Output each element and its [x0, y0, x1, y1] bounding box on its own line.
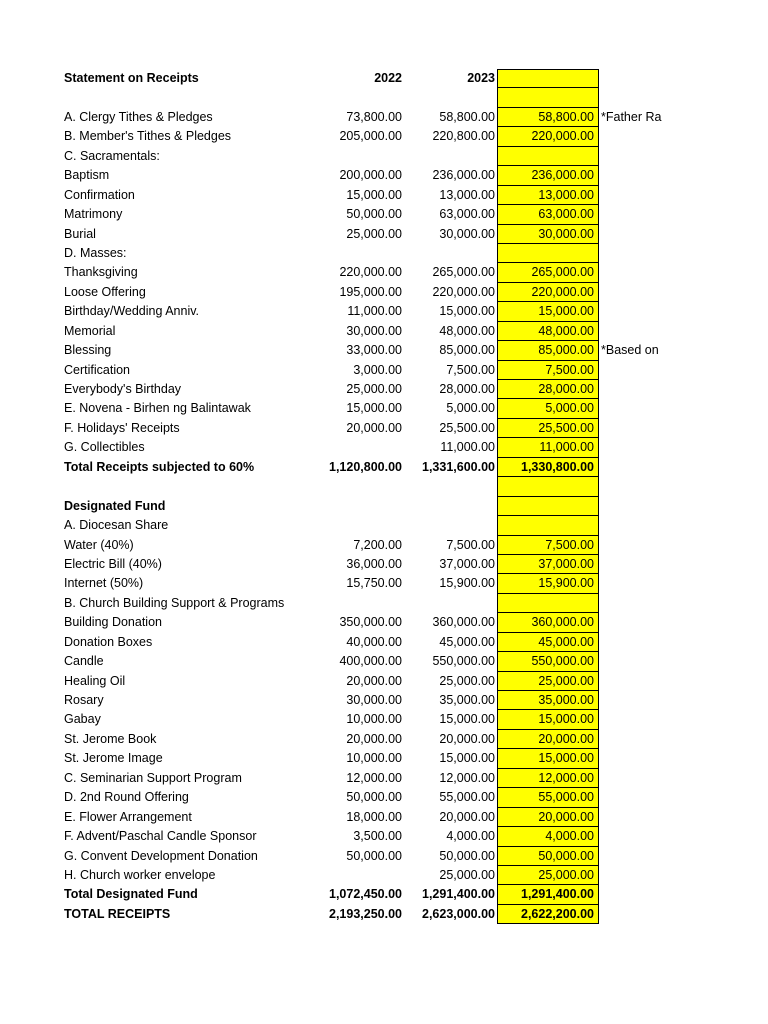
value-2023: 1,291,400.00 [422, 887, 495, 902]
row-label: Loose Offering [64, 284, 146, 299]
value-2023: 20,000.00 [439, 809, 495, 824]
row-label: E. Flower Arrangement [64, 809, 192, 824]
value-2023: 37,000.00 [439, 556, 495, 571]
value-2022: 33,000.00 [346, 343, 402, 358]
table-row [0, 497, 768, 516]
value-2022: 2,193,250.00 [329, 906, 402, 921]
row-label: Birthday/Wedding Anniv. [64, 304, 200, 319]
value-2023: 7,500.00 [446, 537, 495, 552]
value-2022: 15,000.00 [346, 187, 402, 202]
row-label: Donation Boxes [64, 634, 153, 649]
table-row [0, 555, 768, 574]
table-row [0, 710, 768, 729]
row-label: H. Church worker envelope [64, 867, 216, 882]
value-2022: 11,000.00 [347, 304, 402, 319]
projected-value: 63,000.00 [538, 207, 594, 222]
table-row [0, 516, 768, 535]
table-row [0, 847, 768, 866]
projected-value: 50,000.00 [538, 848, 594, 863]
highlighted-cell[interactable] [497, 244, 599, 263]
table-row [0, 788, 768, 807]
projected-value: 360,000.00 [531, 615, 594, 630]
projected-value: 1,330,800.00 [521, 459, 594, 474]
value-2022: 3,500.00 [353, 829, 402, 844]
table-row [0, 574, 768, 593]
projected-value: 25,000.00 [538, 867, 594, 882]
table-row [0, 380, 768, 399]
row-label: Designated Fund [64, 498, 166, 513]
projected-value: 28,000.00 [538, 382, 594, 396]
value-2022: 205,000.00 [339, 129, 402, 144]
table-row [0, 536, 768, 555]
row-label: Internet (50%) [64, 576, 144, 591]
highlighted-cell[interactable] [497, 477, 599, 496]
value-2022: 15,750.00 [346, 576, 402, 591]
value-2023: 25,000.00 [439, 867, 495, 882]
row-label: G. Collectibles [64, 440, 145, 455]
highlighted-cell[interactable] [497, 88, 599, 107]
table-row [0, 769, 768, 788]
column-header-2022: 2022 [374, 71, 402, 85]
rows-container [0, 88, 768, 924]
value-2023: 360,000.00 [432, 615, 495, 630]
value-2023: 30,000.00 [439, 226, 495, 241]
projected-value: 30,000.00 [538, 226, 594, 241]
value-2022: 36,000.00 [346, 556, 402, 571]
value-2023: 85,000.00 [439, 343, 495, 358]
highlighted-cell[interactable] [497, 788, 599, 807]
projected-value: 265,000.00 [531, 265, 594, 280]
table-row [0, 108, 768, 127]
row-note: *Father Ra [601, 109, 662, 124]
row-label: C. Seminarian Support Program [64, 770, 242, 785]
value-2023: 15,900.00 [439, 576, 495, 591]
value-2022: 1,072,450.00 [329, 887, 402, 902]
row-label: Certification [64, 362, 130, 377]
highlighted-cell[interactable] [497, 808, 599, 827]
value-2022: 50,000.00 [346, 207, 402, 222]
row-label: Candle [64, 654, 104, 669]
projected-value: 20,000.00 [538, 731, 594, 746]
spreadsheet [0, 69, 768, 924]
value-2023: 11,000.00 [440, 440, 495, 455]
highlighted-cell[interactable] [497, 225, 599, 244]
projected-value: 236,000.00 [531, 168, 594, 183]
projected-value: 12,000.00 [538, 770, 594, 785]
row-label: F. Holidays' Receipts [64, 420, 180, 435]
table-row [0, 263, 768, 282]
value-2023: 1,331,600.00 [422, 459, 495, 474]
highlighted-cell[interactable] [497, 419, 599, 438]
value-2023: 220,000.00 [432, 284, 495, 299]
value-2022: 12,000.00 [346, 770, 402, 785]
value-2022: 3,000.00 [353, 362, 402, 377]
row-label: TOTAL RECEIPTS [64, 906, 171, 921]
table-row [0, 633, 768, 652]
table-row [0, 477, 768, 496]
table-row [0, 225, 768, 244]
highlighted-cell[interactable] [497, 283, 599, 302]
highlighted-cell[interactable] [497, 555, 599, 574]
table-row [0, 808, 768, 827]
highlighted-cell[interactable] [497, 885, 599, 904]
row-label: Confirmation [64, 187, 135, 202]
value-2022: 400,000.00 [339, 654, 402, 669]
projected-value: 7,500.00 [545, 537, 594, 552]
table-row [0, 205, 768, 224]
highlighted-cell[interactable] [497, 205, 599, 224]
table-row [0, 827, 768, 846]
value-2022: 20,000.00 [346, 673, 402, 688]
value-2022: 18,000.00 [346, 809, 402, 824]
highlighted-cell[interactable] [497, 516, 599, 535]
projected-value: 1,291,400.00 [521, 887, 594, 902]
highlighted-cell[interactable] [497, 613, 599, 632]
table-row [0, 613, 768, 632]
row-label: F. Advent/Paschal Candle Sponsor [64, 829, 257, 844]
table-row [0, 419, 768, 438]
value-2023: 50,000.00 [439, 848, 495, 863]
value-2023: 28,000.00 [439, 382, 495, 396]
value-2022: 25,000.00 [346, 382, 402, 396]
row-label: Total Receipts subjected to 60% [64, 459, 255, 474]
value-2023: 13,000.00 [439, 187, 495, 202]
table-row [0, 186, 768, 205]
value-2022: 20,000.00 [346, 420, 402, 435]
value-2023: 63,000.00 [439, 207, 495, 222]
table-row [0, 672, 768, 691]
table-row [0, 88, 768, 107]
row-label: A. Diocesan Share [64, 518, 169, 533]
value-2022: 350,000.00 [339, 615, 402, 630]
highlighted-cell[interactable] [497, 652, 599, 671]
row-note: *Based on [601, 343, 659, 358]
value-2023: 15,000.00 [439, 304, 495, 319]
row-label: Blessing [64, 343, 112, 358]
projected-value: 11,000.00 [539, 440, 594, 455]
highlighted-cell[interactable] [497, 827, 599, 846]
header-row [0, 69, 768, 88]
highlighted-cell[interactable] [497, 341, 599, 360]
table-row [0, 730, 768, 749]
value-2022: 7,200.00 [353, 537, 402, 552]
row-label: B. Church Building Support & Programs [64, 595, 285, 610]
value-2022: 73,800.00 [346, 109, 402, 124]
table-row [0, 652, 768, 671]
row-label: B. Member's Tithes & Pledges [64, 129, 232, 144]
table-row [0, 866, 768, 885]
value-2022: 25,000.00 [346, 226, 402, 241]
highlighted-cell[interactable] [497, 691, 599, 710]
table-row [0, 749, 768, 768]
projected-value: 15,000.00 [538, 304, 594, 319]
value-2022: 30,000.00 [346, 323, 402, 338]
projected-value: 35,000.00 [538, 693, 594, 707]
table-row [0, 244, 768, 263]
highlighted-cell[interactable] [497, 749, 599, 768]
highlighted-cell[interactable] [497, 574, 599, 593]
highlighted-cell[interactable] [497, 302, 599, 321]
row-label: Matrimony [64, 207, 123, 222]
row-label: C. Sacramentals: [64, 148, 160, 163]
highlighted-cell[interactable] [497, 399, 599, 418]
table-row [0, 691, 768, 710]
value-2022: 10,000.00 [346, 712, 402, 727]
highlighted-cell[interactable] [497, 905, 599, 924]
value-2022: 30,000.00 [346, 693, 402, 707]
row-label: E. Novena - Birhen ng Balintawak [64, 401, 251, 416]
row-label: Baptism [64, 168, 110, 183]
table-row [0, 341, 768, 360]
table-row [0, 147, 768, 166]
projected-value: 7,500.00 [545, 362, 594, 377]
row-label: Everybody's Birthday [64, 382, 182, 396]
table-row [0, 594, 768, 613]
value-2022: 50,000.00 [346, 790, 402, 805]
value-2023: 58,800.00 [439, 109, 495, 124]
highlighted-cell[interactable] [497, 380, 599, 399]
projected-value: 13,000.00 [538, 187, 594, 202]
statement-title: Statement on Receipts [64, 71, 199, 85]
value-2022: 20,000.00 [346, 731, 402, 746]
projected-value: 25,000.00 [538, 673, 594, 688]
table-row [0, 458, 768, 477]
value-2023: 55,000.00 [439, 790, 495, 805]
highlighted-cell[interactable] [497, 186, 599, 205]
highlighted-cell[interactable] [497, 166, 599, 185]
projected-value: 45,000.00 [538, 634, 594, 649]
highlighted-cell[interactable] [497, 847, 599, 866]
value-2023: 48,000.00 [439, 323, 495, 338]
row-label: Memorial [64, 323, 116, 338]
highlighted-cell[interactable] [497, 147, 599, 166]
highlighted-cell[interactable] [497, 730, 599, 749]
projected-value: 85,000.00 [538, 343, 594, 358]
row-label: Burial [64, 226, 96, 241]
value-2022: 1,120,800.00 [329, 459, 402, 474]
row-label: Rosary [64, 693, 104, 707]
highlighted-cell[interactable] [497, 127, 599, 146]
table-row [0, 885, 768, 904]
projected-value: 48,000.00 [538, 323, 594, 338]
column-header-2023: 2023 [467, 71, 495, 85]
highlighted-cell[interactable] [497, 710, 599, 729]
row-label: Building Donation [64, 615, 162, 630]
table-row [0, 399, 768, 418]
table-row [0, 322, 768, 341]
highlighted-cell[interactable] [497, 108, 599, 127]
highlighted-cell[interactable] [497, 536, 599, 555]
value-2022: 15,000.00 [346, 401, 402, 416]
projected-value: 20,000.00 [538, 809, 594, 824]
value-2022: 200,000.00 [339, 168, 402, 183]
value-2022: 10,000.00 [346, 751, 402, 766]
highlighted-cell[interactable] [497, 438, 599, 457]
value-2023: 15,000.00 [439, 751, 495, 766]
row-label: St. Jerome Book [64, 731, 157, 746]
row-label: G. Convent Development Donation [64, 848, 258, 863]
row-label: Electric Bill (40%) [64, 556, 162, 571]
value-2023: 265,000.00 [432, 265, 495, 280]
value-2023: 7,500.00 [446, 362, 495, 377]
value-2023: 45,000.00 [439, 634, 495, 649]
row-label: D. 2nd Round Offering [64, 790, 189, 805]
value-2023: 4,000.00 [446, 829, 495, 844]
projected-value: 15,000.00 [538, 712, 594, 727]
table-row [0, 905, 768, 924]
table-row [0, 127, 768, 146]
highlighted-cell[interactable] [497, 263, 599, 282]
projected-value: 58,800.00 [538, 109, 594, 124]
projected-value: 5,000.00 [545, 401, 594, 416]
row-label: Healing Oil [64, 673, 126, 688]
highlighted-cell[interactable] [497, 458, 599, 477]
highlighted-cell[interactable] [497, 672, 599, 691]
highlighted-cell[interactable] [497, 866, 599, 885]
value-2023: 25,500.00 [439, 420, 495, 435]
table-row [0, 361, 768, 380]
projected-value: 4,000.00 [545, 829, 594, 844]
highlighted-cell[interactable] [497, 633, 599, 652]
table-row [0, 283, 768, 302]
projected-value: 15,900.00 [538, 576, 594, 591]
projected-value: 2,622,200.00 [521, 906, 594, 921]
row-label: A. Clergy Tithes & Pledges [64, 109, 213, 124]
value-2023: 2,623,000.00 [422, 906, 495, 921]
value-2023: 35,000.00 [439, 693, 495, 707]
projected-value: 550,000.00 [531, 654, 594, 669]
row-label: Gabay [64, 712, 101, 727]
value-2023: 15,000.00 [439, 712, 495, 727]
projected-value: 37,000.00 [538, 556, 594, 571]
projected-value: 220,000.00 [531, 284, 594, 299]
highlighted-cell[interactable] [497, 361, 599, 380]
highlighted-cell[interactable] [497, 322, 599, 341]
value-2022: 195,000.00 [339, 284, 402, 299]
row-label: Total Designated Fund [64, 887, 198, 902]
highlighted-cell[interactable] [497, 769, 599, 788]
highlighted-cell[interactable] [497, 497, 599, 516]
value-2023: 236,000.00 [432, 168, 495, 183]
value-2022: 40,000.00 [346, 634, 402, 649]
row-label: St. Jerome Image [64, 751, 163, 766]
row-label: Water (40%) [64, 537, 134, 552]
value-2023: 5,000.00 [446, 401, 495, 416]
highlighted-cell[interactable] [497, 69, 599, 88]
value-2022: 50,000.00 [346, 848, 402, 863]
row-label: Thanksgiving [64, 265, 138, 280]
value-2022: 220,000.00 [339, 265, 402, 280]
projected-value: 15,000.00 [538, 751, 594, 766]
projected-value: 25,500.00 [538, 420, 594, 435]
table-row [0, 302, 768, 321]
value-2023: 25,000.00 [439, 673, 495, 688]
projected-value: 220,000.00 [531, 129, 594, 144]
table-row [0, 166, 768, 185]
value-2023: 550,000.00 [432, 654, 495, 669]
highlighted-cell[interactable] [497, 594, 599, 613]
row-label: D. Masses: [64, 245, 127, 260]
value-2023: 220,800.00 [432, 129, 495, 144]
table-row [0, 438, 768, 457]
value-2023: 12,000.00 [439, 770, 495, 785]
value-2023: 20,000.00 [439, 731, 495, 746]
projected-value: 55,000.00 [538, 790, 594, 805]
